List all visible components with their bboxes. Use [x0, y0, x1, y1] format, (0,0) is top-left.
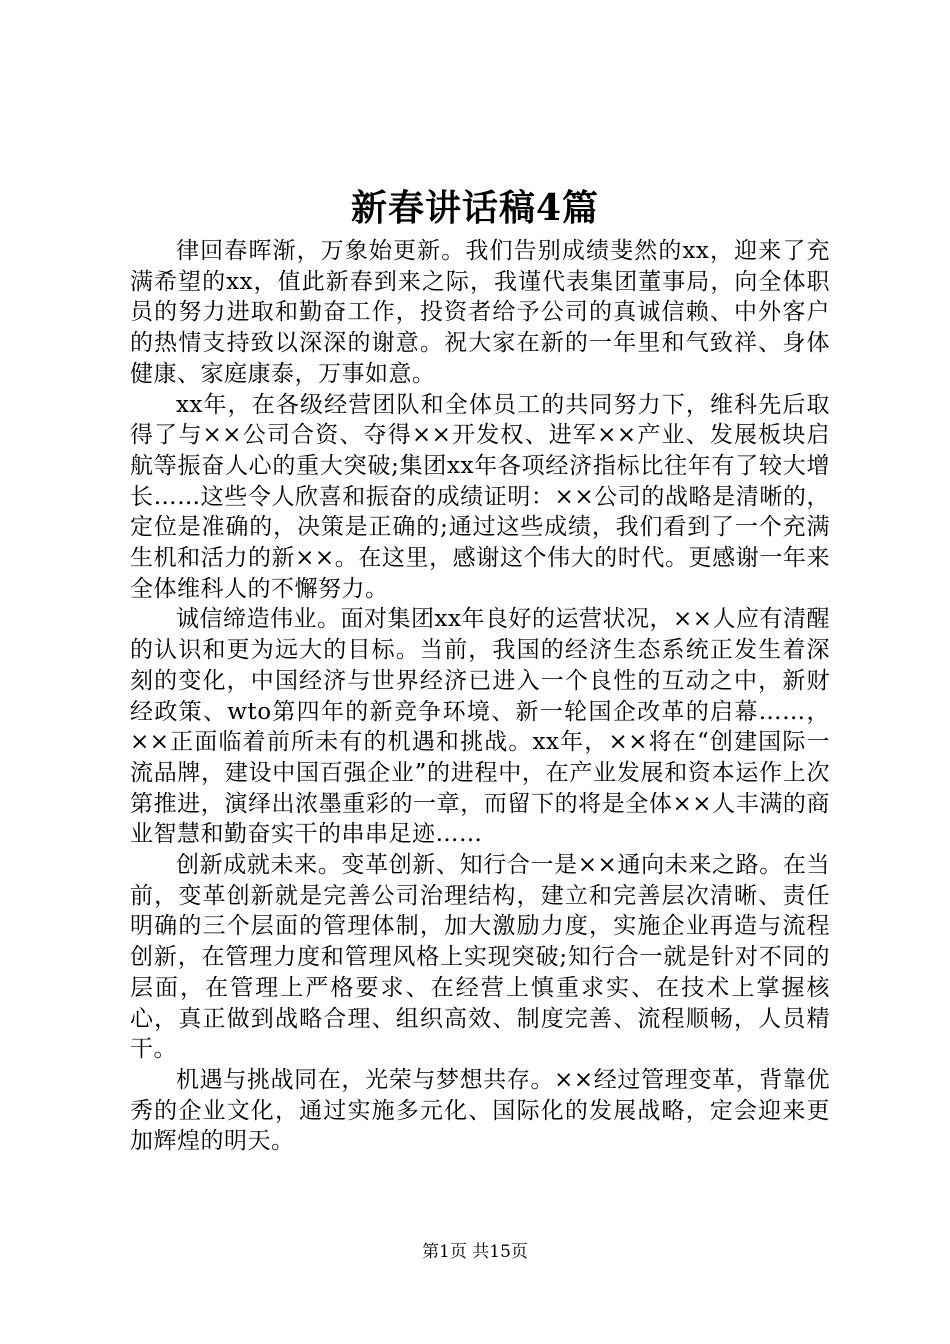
- paragraph-4: 创新成就未来。变革创新、知行合一是××通向未来之路。在当前，变革创新就是完善公司治理结构，建立和完善层次清晰、责任明确的三个层面的管理体制，加大激励力度，实施企业再造与流程创新，在管理力度和管理风格上实现突破;知行合一就是针对不同的层面，在管理上严格要求、在经营上慎重求实、在技术上掌握核心，真正做到战略合理、组织高效、制度完善、流程顺畅，人员精干。: [130, 852, 830, 1063]
- paragraph-1: 律回春晖渐，万象始更新。我们告别成绩斐然的xx，迎来了充满希望的xx，值此新春到来之际，我谨代表集团董事局，向全体职员的努力进取和勤奋工作，投资者给予公司的真诚信赖、中外客户的热情支持致以深深的谢意。祝大家在新的一年里和气致祥、身体健康、家庭康泰，万事如意。: [130, 238, 830, 387]
- paragraph-2: xx年，在各级经营团队和全体员工的共同努力下，维科先后取得了与××公司合资、夺得××开发权、进军××产业、发展板块启航等振奋人心的重大突破;集团xx年各项经济指标比往年有了较大增长……这些令人欣喜和振奋的成绩证明：××公司的战略是清晰的，定位是准确的，决策是正确的;通过这些成绩，我们看到了一个充满生机和活力的新××。在这里，感谢这个伟大的时代。更感谢一年来全体维科人的不懈努力。: [130, 391, 830, 602]
- paragraph-5: 机遇与挑战同在，光荣与梦想共存。××经过管理变革，背靠优秀的企业文化，通过实施多元化、国际化的发展战略，定会迎来更加辉煌的明天。: [130, 1066, 830, 1155]
- page-footer: 第1页 共15页: [422, 1242, 528, 1262]
- document-body: [130, 236, 830, 1157]
- document-title: 新春讲话稿4篇: [350, 187, 600, 229]
- paragraph-3: 诚信缔造伟业。面对集团xx年良好的运营状况，××人应有清醒的认识和更为远大的目标。当前，我国的经济生态系统正发生着深刻的变化，中国经济与世界经济已进入一个良性的互动之中，新财经政策、wto第四年的新竞争环境、新一轮国企改革的启幕……，××正面临着前所未有的机遇和挑战。xx年，××将在“创建国际一流品牌，建设中国百强企业”的进程中，在产业发展和资本运作上次第推进，演绎出浓墨重彩的一章，而留下的将是全体××人丰满的商业智慧和勤奋实干的串串足迹……: [130, 606, 830, 848]
